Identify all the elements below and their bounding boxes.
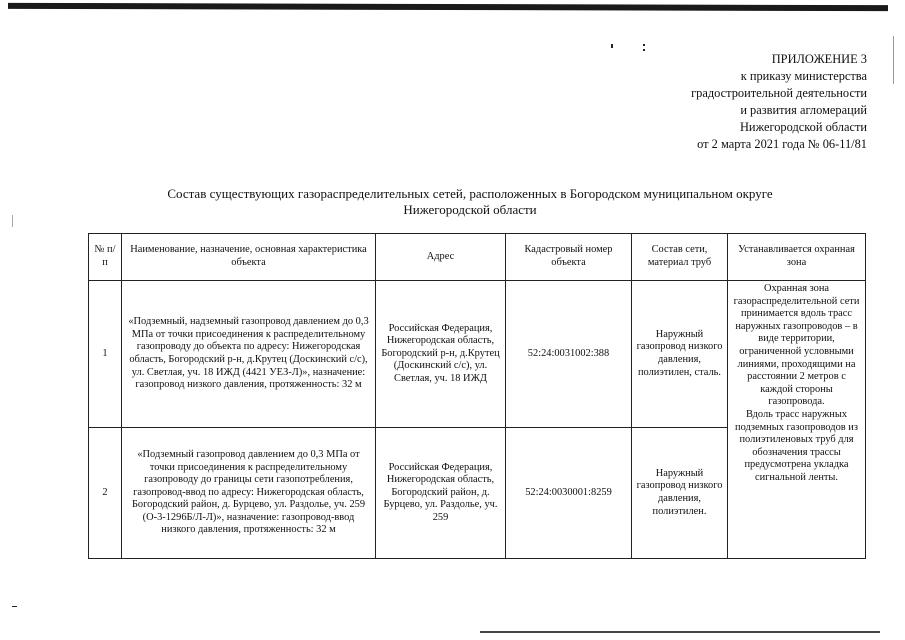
network-material: Наружный газопровод низкого давления, полиэтилен. [632,428,728,559]
object-description: «Подземный газопровод давлением до 0,3 МПа от точки присоединения к распределительному газопроводу до границы сети газопотребления, газопровод-ввод по адресу: Нижегородская область, Богородский район, д. Бурцево, ул. Раздолье, уч. 259 (О-3-1296Б/Л-Л)», назначение: газопровод-ввод низкого давления, протяженность: 32 м [122,428,376,559]
header-line: от 2 марта 2021 года № 06-11/81 [697,137,867,151]
protection-zone-text: Охранная зона газораспределительной сети принимается вдоль трасс наружных газопроводов – в виде территории, ограниченной условными линиями, проходящими на расстоянии 2 метров с каждой стороны газопровода. [733,283,860,408]
header-line: Нижегородской области [739,120,867,134]
protection-zone-cell [728,281,866,559]
network-material: Наружный газопровод низкого давления, полиэтилен, сталь. [632,281,728,428]
appendix-header [547,51,867,153]
column-header: Состав сети, материал труб [632,234,728,281]
column-header: Наименование, назначение, основная характеристика объекта [122,234,376,281]
scan-edge-mark [12,606,17,607]
header-line: градостроительной деятельности [691,86,867,100]
cadastral-number: 52:24:0031002:388 [506,281,632,428]
row-number: 1 [89,281,122,428]
object-address: Российская Федерация, Нижегородская область, Богородский р-н, д.Крутец (Доскинский с/с), ул. Светлая, уч. 18 ИЖД [376,281,506,428]
table-row [89,281,866,428]
protection-zone-text: Вдоль трасс наружных подземных газопроводов из полиэтиленовых труб для обозначения трассы предусмотрена укладка сигнальной ленты. [735,408,858,483]
row-number: 2 [89,428,122,559]
column-header: Кадастровый номер объекта [506,234,632,281]
header-line: ПРИЛОЖЕНИЕ 3 [771,52,867,66]
scan-edge-mark [12,215,13,227]
object-description: «Подземный, надземный газопровод давлением до 0,3 МПа от точки присоединения к распределительному газопроводу до объекта по адресу: Нижегородская область, Богородский р-н, д.Крутец (Доскинский с/с), ул. Светлая, уч. 18 ИЖД (4421 УЕЗ-Л)», назначение: газопровод низкого давления, протяженность: 32 м [122,281,376,428]
column-header: Адрес [376,234,506,281]
gas-networks-table [88,233,866,559]
scan-edge-mark [893,36,894,84]
header-line: к приказу министерства [740,69,867,83]
table-header-row [89,234,866,281]
cadastral-number: 52:24:0030001:8259 [506,428,632,559]
document-title [120,186,820,218]
title-line: Нижегородской области [403,202,537,217]
title-line: Состав существующих газораспределительных сетей, расположенных в Богородском муниципальном округе [167,186,773,201]
scan-speck [611,44,613,48]
column-header: № п/п [89,234,122,281]
header-line: и развития агломераций [740,103,867,117]
scan-top-edge [8,3,888,11]
scan-bottom-edge [480,631,880,633]
column-header: Устанавливается охранная зона [728,234,866,281]
scan-speck [643,44,645,46]
object-address: Российская Федерация, Нижегородская область, Богородский район, д. Бурцево, ул. Раздолье, уч. 259 [376,428,506,559]
